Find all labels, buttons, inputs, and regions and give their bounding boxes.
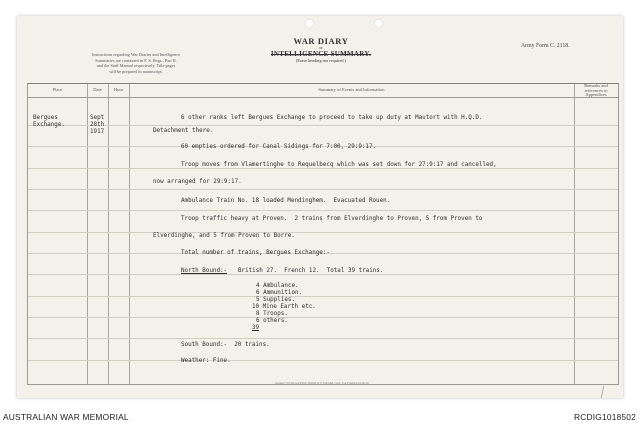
ruled-line xyxy=(28,360,618,361)
column-divider xyxy=(108,84,109,384)
instructions-line: and the Staff Manual respectively. Title pages xyxy=(96,63,176,69)
header-remarks-line: Appendices xyxy=(585,92,607,97)
diary-sheet xyxy=(17,16,623,398)
header-summary: Summary of Events and Information xyxy=(318,87,385,92)
pencil-mark xyxy=(601,386,613,398)
ruled-line xyxy=(28,338,618,339)
archive-caption: AUSTRALIAN WAR MEMORIAL xyxy=(3,412,129,422)
train-breakdown-item: 6 others. xyxy=(256,318,288,324)
erase-note: (Erase heading not required.) xyxy=(295,58,347,63)
ruled-line xyxy=(28,189,618,190)
instructions-line: Summaries are contained in F. S. Regs., Part II. xyxy=(95,57,177,63)
printer-footnote: (Aquire 70) Wt.w4/P160 10,000 9/17 D.D.&L. Ltd. 51a Forms/C2118/14. xyxy=(274,381,370,385)
header-remarks-line: Remarks and xyxy=(584,83,608,88)
date-line-2: 28th xyxy=(90,122,105,128)
entry-line: Troop moves from Vlamertinghe to Requelbecq which was set down for 27:9:17 and cancelled, xyxy=(181,162,497,168)
header-place: Place xyxy=(52,87,63,92)
punch-hole xyxy=(305,19,314,28)
form-number: Army Form C. 2118. xyxy=(521,43,570,49)
war-diary-title: WAR DIARY xyxy=(293,36,349,46)
north-bound-label: North Bound:- xyxy=(181,268,228,274)
entry-line: 6 other ranks left Bergues Exchange to proceed to take up duty at Mautort with H.Q.D. xyxy=(181,115,483,121)
title-or: or xyxy=(319,45,323,50)
place-line-2: Exchange. xyxy=(33,122,65,128)
date-line-3: 1917 xyxy=(90,129,105,135)
north-bound-totals: British 27. French 12. Total 39 trains. xyxy=(238,268,384,274)
entry-line: Elverdinghe, and 5 from Proven to Borre. xyxy=(153,233,295,239)
punch-hole xyxy=(374,19,383,28)
intelligence-summary-struck: INTELLIGENCE SUMMARY. xyxy=(270,50,372,58)
column-divider xyxy=(129,84,130,384)
date-line-1: Sept xyxy=(90,115,105,121)
ruled-line xyxy=(28,232,618,233)
column-divider xyxy=(87,84,88,384)
entry-line: Ambulance Train No. 18 loaded Mendinghem. Evacuated Rouen. xyxy=(181,198,391,204)
entry-line: 60 empties ordered for Canal Sidings for 7:00, 29:9:17. xyxy=(181,144,377,150)
header-date: Date xyxy=(93,87,102,92)
train-breakdown-item: 10 Mine Earth etc. xyxy=(252,304,316,310)
entry-line: now arranged for 29:9:17. xyxy=(153,179,242,185)
train-breakdown-item: 4 Ambulance. xyxy=(256,283,299,289)
entry-line: Troop traffic heavy at Proven. 2 trains from Elverdinghe to Proven, 5 from Proven to xyxy=(181,216,483,222)
entry-line: Total number of trains, Bergues Exchange:- xyxy=(181,250,330,256)
form-heading xyxy=(257,36,385,63)
train-breakdown-total: 39 xyxy=(252,325,260,331)
place-line-1: Bergues xyxy=(33,115,58,121)
train-breakdown-item: 5 Supplies. xyxy=(256,297,296,303)
instructions-line: Instructions regarding War Diaries and Intelligence xyxy=(92,52,180,57)
entry-line: Detachment there. xyxy=(153,128,214,134)
ruled-line xyxy=(28,317,618,318)
train-breakdown-item: 8 Troops. xyxy=(256,311,288,317)
diary-table xyxy=(27,83,619,385)
header-hour: Hour xyxy=(113,87,124,92)
record-id: RCDIG1018502 xyxy=(574,412,636,422)
instructions-note xyxy=(31,52,241,74)
ruled-line xyxy=(28,210,618,211)
south-bound-line: South Bound:- 20 trains. xyxy=(181,342,270,348)
ruled-line xyxy=(28,125,618,126)
column-divider xyxy=(574,84,575,384)
ruled-line xyxy=(28,296,618,297)
instructions-line: will be prepared in manuscript. xyxy=(109,68,163,74)
header-remarks-line: references to xyxy=(584,87,608,93)
weather-line: Weather: Fine. xyxy=(181,358,231,364)
header-remarks xyxy=(574,84,618,98)
train-breakdown-item: 6 Ammunition. xyxy=(256,290,303,296)
